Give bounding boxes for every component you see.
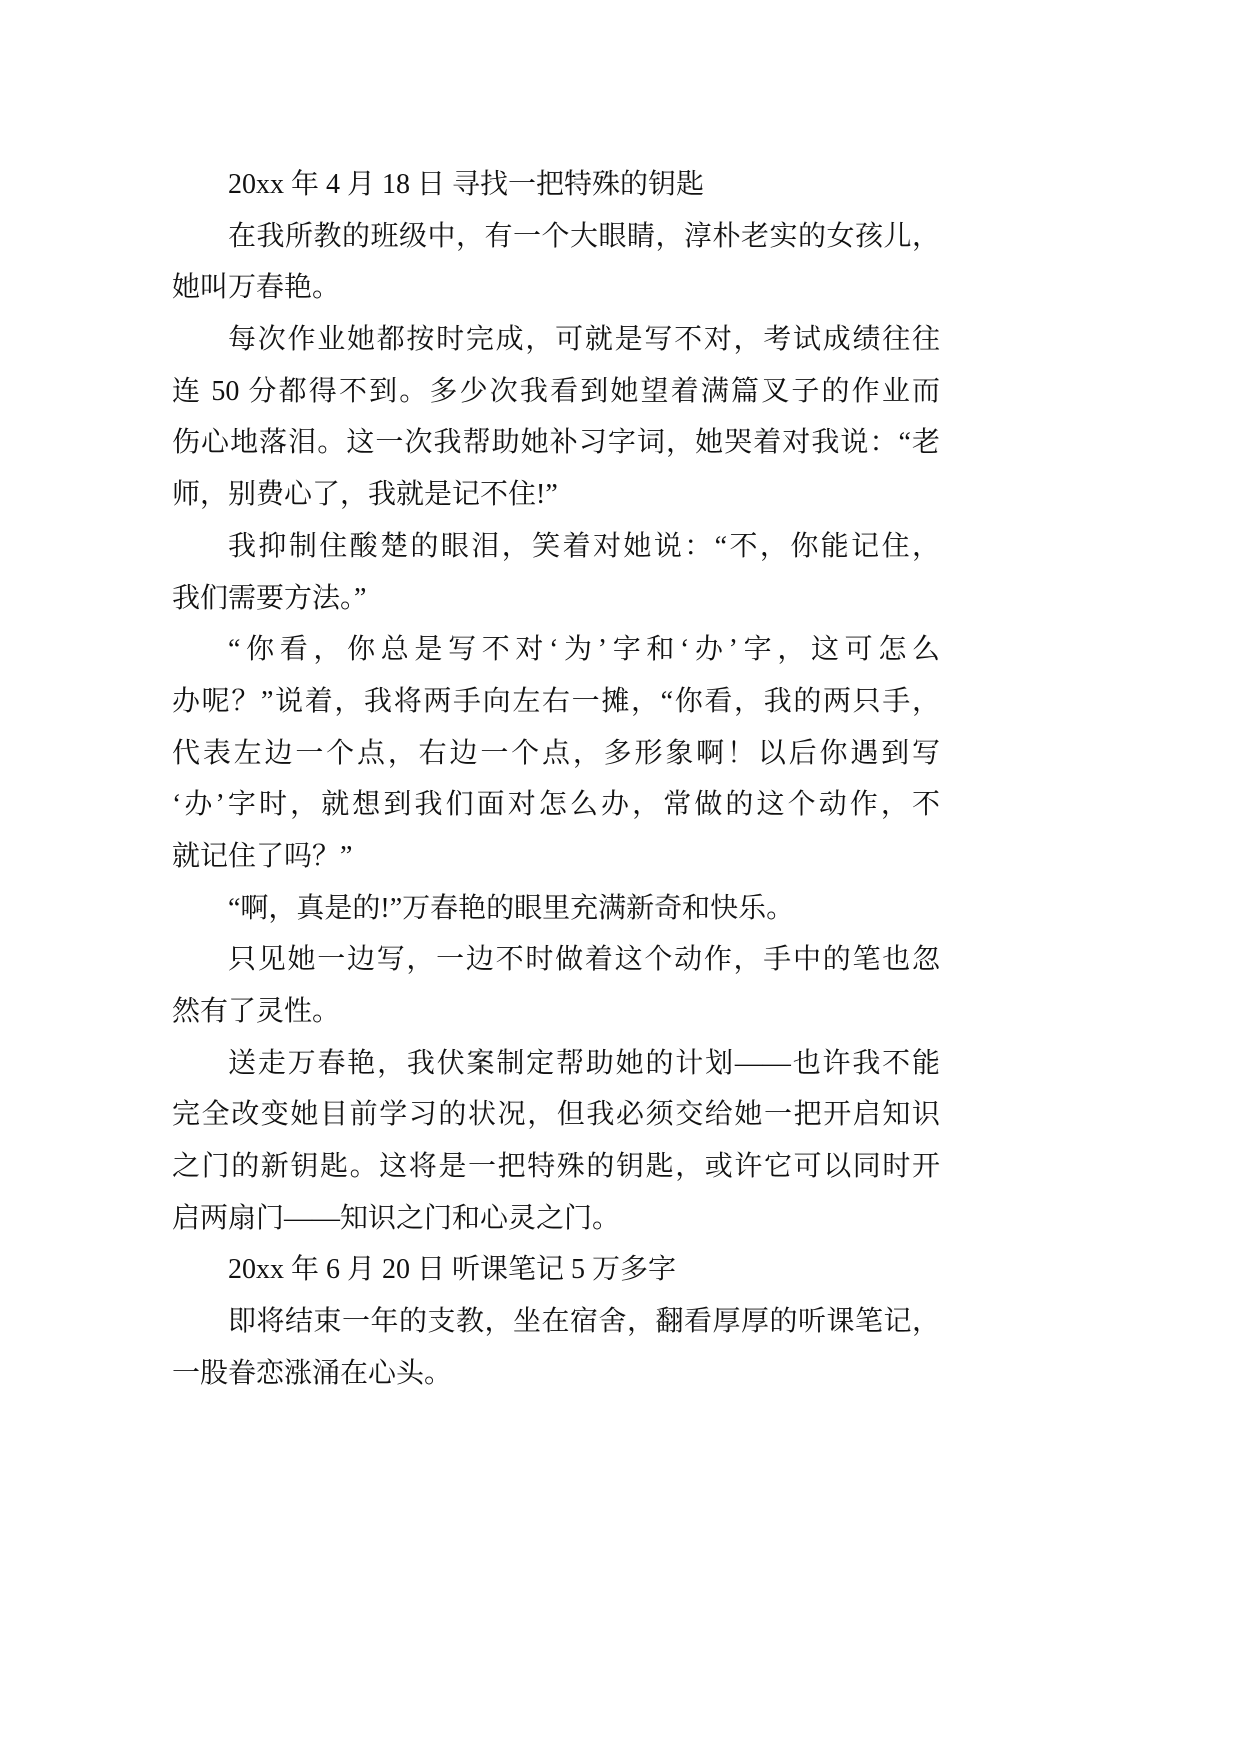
paragraph <box>172 624 940 882</box>
paragraph-line: 送走万春艳，我伏案制定帮助她的计划——也许我不能 <box>228 1047 940 1079</box>
paragraph-line: “啊，真是的!”万春艳的眼里充满新奇和快乐。 <box>228 892 795 924</box>
paragraph-line: 启两扇门——知识之门和心灵之门。 <box>172 1202 621 1234</box>
paragraph <box>172 883 940 935</box>
paragraph-line: 办呢？”说着，我将两手向左右一摊，“你看，我的两只手， <box>172 685 940 717</box>
entry-heading <box>172 159 940 211</box>
paragraph-line: 即将结束一年的支教，坐在宿舍，翻看厚厚的听课笔记， <box>228 1306 940 1338</box>
paragraph-line: 之门的新钥匙。这将是一把特殊的钥匙，或许它可以同时开 <box>172 1151 940 1183</box>
paragraph-line: 只见她一边写，一边不时做着这个动作，手中的笔也忽 <box>228 944 940 976</box>
paragraph-line: 在我所教的班级中，有一个大眼睛，淳朴老实的女孩儿， <box>228 220 940 252</box>
paragraph-line: 我们需要方法。” <box>172 582 367 614</box>
entry-heading-text: 20xx 年 4 月 18 日 寻找一把特殊的钥匙 <box>228 169 705 200</box>
paragraph <box>172 314 940 521</box>
paragraph <box>172 1038 940 1245</box>
paragraph-line: 代表左边一个点，右边一个点，多形象啊！以后你遇到写 <box>172 737 940 769</box>
paragraph-line: 然有了灵性。 <box>172 996 341 1027</box>
paragraph <box>172 1296 940 1399</box>
paragraph-line: ‘办’字时，就想到我们面对怎么办，常做的这个动作，不 <box>172 789 940 821</box>
paragraph-line: 完全改变她目前学习的状况，但我必须交给她一把开启知识 <box>172 1099 940 1131</box>
paragraph-line: 一股眷恋涨涌在心头。 <box>172 1357 453 1389</box>
document-body <box>172 159 940 1400</box>
entry-heading <box>172 1244 940 1296</box>
paragraph <box>172 934 940 1037</box>
paragraph <box>172 521 940 624</box>
paragraph-line: 她叫万春艳。 <box>172 272 341 304</box>
paragraph-line: “你看，你总是写不对‘为’字和‘办’字，这可怎么 <box>228 634 940 666</box>
paragraph-line: 每次作业她都按时完成，可就是写不对，考试成绩往往 <box>228 324 940 356</box>
entry-heading-text: 20xx 年 6 月 20 日 听课笔记 5 万多字 <box>228 1254 677 1286</box>
paragraph-line: 连 50 分都得不到。多少次我看到她望着满篇叉子的作业而 <box>172 375 940 407</box>
paragraph-line: 伤心地落泪。这一次我帮助她补习字词，她哭着对我说：“老 <box>172 427 940 459</box>
paragraph-line: 就记住了吗？” <box>172 840 353 872</box>
paragraph <box>172 211 940 314</box>
paragraph-line: 师，别费心了，我就是记不住!” <box>172 479 558 511</box>
paragraph-line: 我抑制住酸楚的眼泪，笑着对她说：“不，你能记住， <box>228 530 940 562</box>
